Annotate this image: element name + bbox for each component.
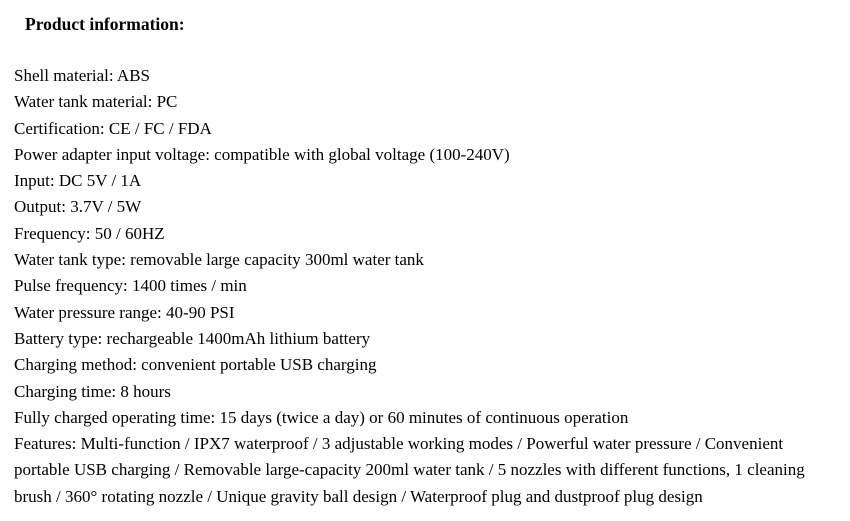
spec-line-certification: Certification: CE / FC / FDA: [14, 118, 212, 138]
spec-line-input: Input: DC 5V / 1A: [14, 171, 142, 191]
spec-line-battery-type: Battery type: rechargeable 1400mAh lithium battery: [14, 328, 371, 348]
spec-line-water-tank-type: Water tank type: removable large capacity 300ml water tank: [14, 250, 424, 270]
spec-line-charging-method: Charging method: convenient portable USB charging: [14, 355, 377, 375]
spec-line-output: Output: 3.7V / 5W: [14, 197, 142, 217]
spec-line-operating-time: Fully charged operating time: 15 days (twice a day) or 60 minutes of continuous operation: [14, 407, 629, 427]
spec-line-water-tank-material: Water tank material: PC: [14, 92, 178, 112]
spec-line-power-adapter: Power adapter input voltage: compatible with global voltage (100-240V): [14, 144, 510, 164]
spec-line-features: Features: Multi-function / IPX7 waterproof / 3 adjustable working modes / Powerful water pressure / Convenient portable USB charging / Removable large-capacity 200ml water tank / 5 nozzles with different functions, 1 cleaning brush / 360° rotating nozzle / Unique gravity ball design / Waterproof plug and dustproof plug design: [14, 434, 805, 506]
spec-line-shell-material: Shell material: ABS: [14, 66, 150, 85]
spec-line-charging-time: Charging time: 8 hours: [14, 381, 171, 401]
spec-list: [0, 63, 850, 510]
spec-line-pulse-frequency: Pulse frequency: 1400 times / min: [14, 276, 247, 296]
page-title: Product information:: [25, 14, 185, 34]
spec-line-water-pressure: Water pressure range: 40-90 PSI: [14, 302, 235, 322]
spec-line-frequency: Frequency: 50 / 60HZ: [14, 223, 165, 243]
